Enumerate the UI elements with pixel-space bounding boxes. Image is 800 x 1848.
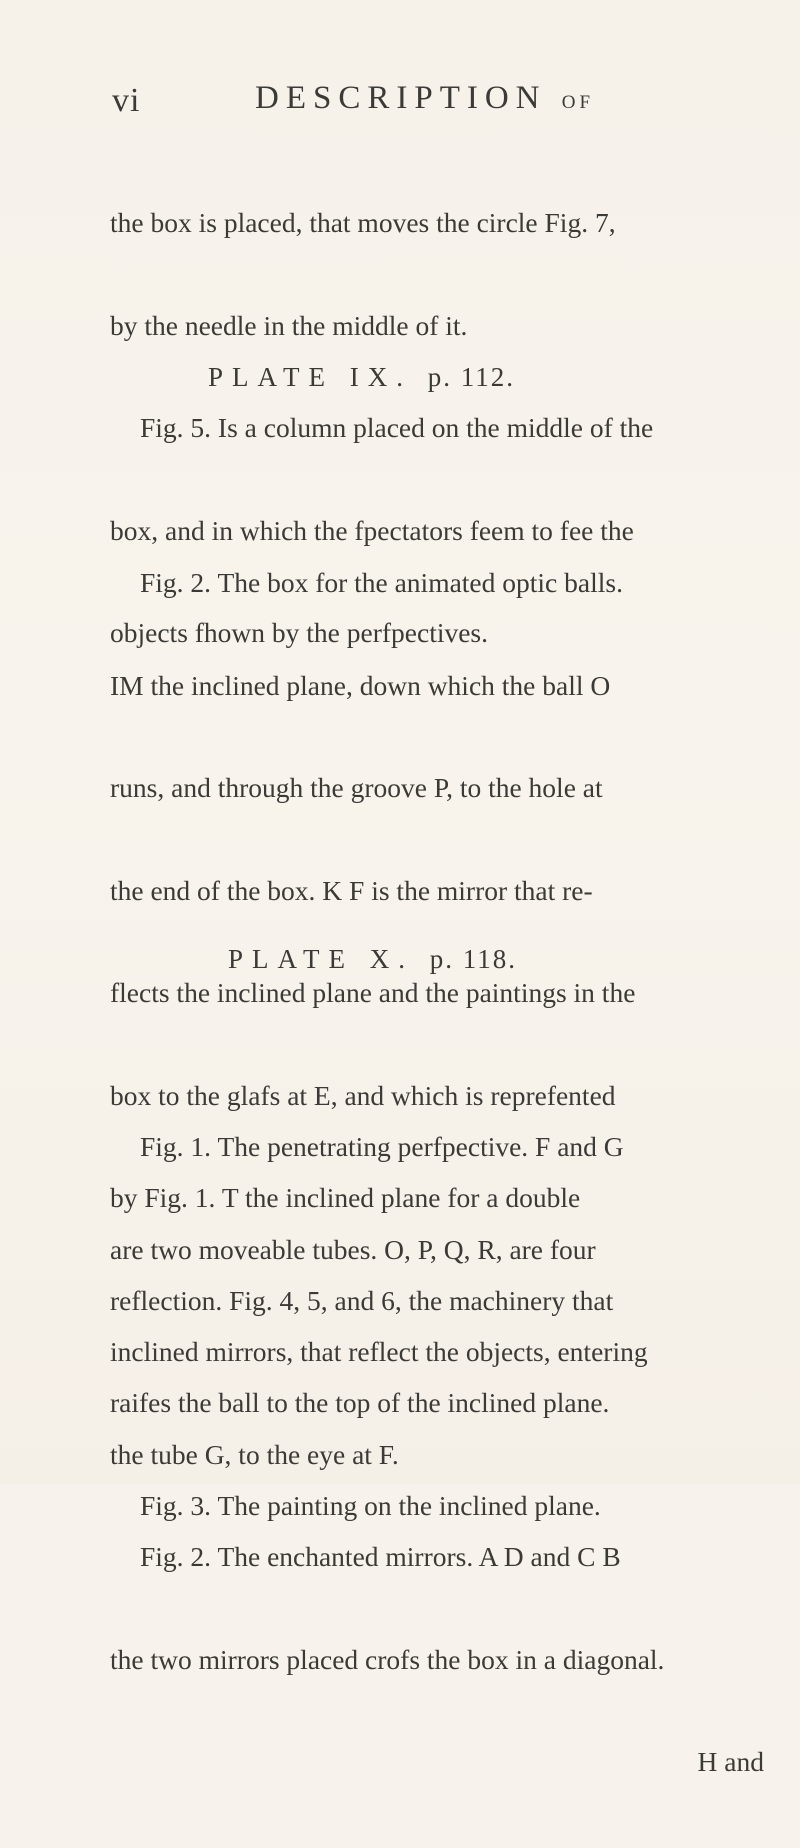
text-line: Fig. 2. The enchanted mirrors. A D and C B [140, 1541, 621, 1572]
plate-page-ref: p. 118. [429, 944, 517, 974]
text-line: flects the inclined plane and the paintings in the [110, 977, 636, 1008]
text-line: inclined mirrors, that reflect the objects, entering [110, 1336, 648, 1367]
text-line: the two mirrors placed crofs the box in a diagonal. [110, 1643, 665, 1675]
text-line: the tube G, to the eye at F. [110, 1438, 399, 1470]
text-line: are two moveable tubes. O, P, Q, R, are four [110, 1233, 596, 1265]
plate-x-description [110, 1062, 772, 1848]
text-line: objects fhown by the perfpectives. [110, 617, 489, 648]
text-line: box to the glafs at E, and which is reprefented [110, 1079, 616, 1111]
text-line: runs, and through the groove P, to the hole at [110, 772, 603, 803]
text-line: raifes the ball to the top of the inclined plane. [110, 1387, 610, 1418]
text-line: reflection. Fig. 4, 5, and 6, the machinery that [110, 1284, 614, 1316]
text-line: Fig. 5. Is a column placed on the middle of the [140, 412, 654, 443]
plate-label: PLATE X. [228, 944, 414, 974]
text-line: the end of the box. K F is the mirror that re- [110, 874, 593, 906]
text-line: Fig. 2. The box for the animated optic balls. [140, 567, 623, 598]
text-line: by Fig. 1. T the inclined plane for a double [110, 1182, 581, 1213]
text-line: box, and in which the fpectators feem to fee the [110, 514, 634, 546]
catchword: H and [697, 1746, 764, 1777]
text-line: by the needle in the middle of it. [110, 309, 468, 341]
plate-ix-heading [208, 362, 515, 393]
page-number: vi [112, 82, 141, 119]
text-line: Fig. 1. The penetrating perfpective. F and G [140, 1131, 624, 1162]
plate-label: PLATE IX. [208, 362, 412, 392]
plate-page-ref: p. 112. [427, 362, 515, 392]
running-head-title: DESCRIPTION [255, 80, 547, 116]
running-head [255, 80, 594, 117]
running-head-of: OF [561, 92, 595, 113]
text-line: Fig. 3. The painting on the inclined plane. [140, 1489, 601, 1521]
plate-x-heading [228, 944, 517, 975]
text-line: IM the inclined plane, down which the ball O [110, 669, 611, 701]
text-line: the box is placed, that moves the circle Fig. 7, [110, 207, 616, 238]
